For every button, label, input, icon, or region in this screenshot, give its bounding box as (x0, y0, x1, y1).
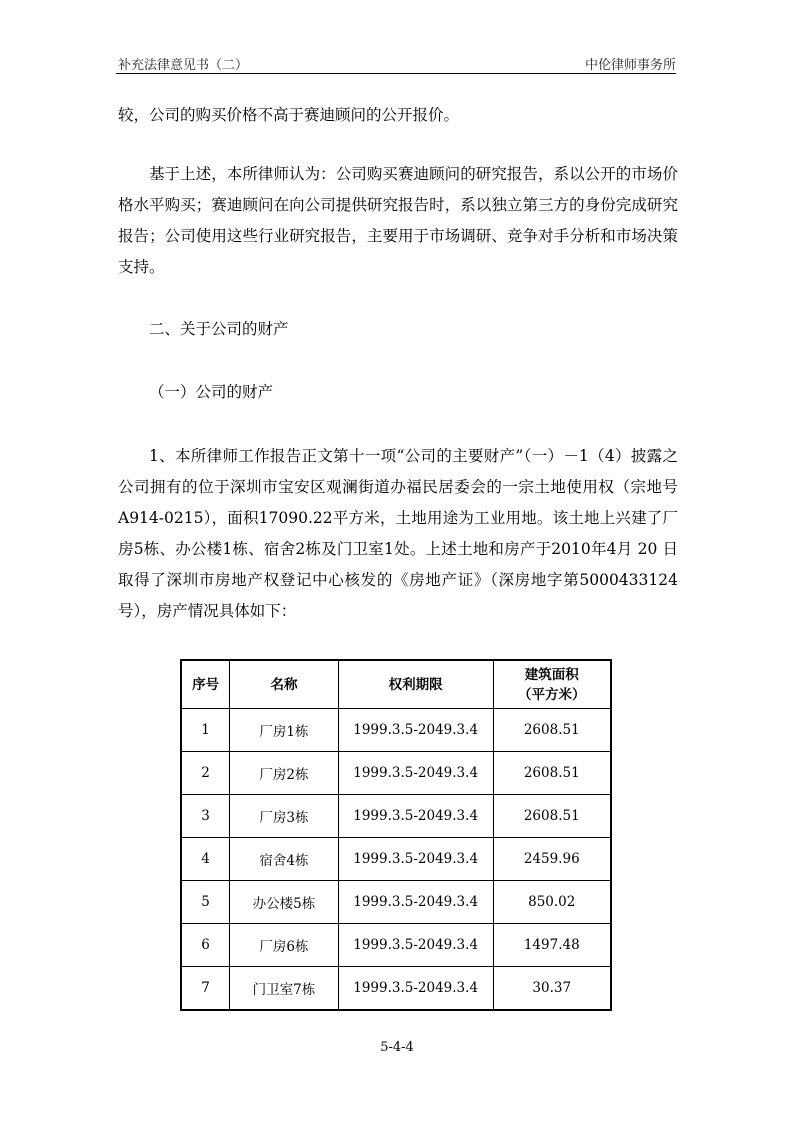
cell-name: 厂房6栋 (230, 924, 339, 967)
paragraph-property-description: 1、本所律师工作报告正文第十一项“公司的主要财产”（一）－1（4）披露之公司拥有的位于深圳市宝安区观澜街道办福民居委会的一宗土地使用权（宗地号A914-0215），面积17090.22平方米，土地用途为工业用地。该土地上兴建了厂房5栋、办公楼1栋、宿舍2栋及门卫室1处。上述土地和房产于2010年4月 20 日取得了深圳市房地产权登记中心核发的《房地产证》（深房地字第5000433124号），房产情况具体如下： (118, 447, 678, 620)
cell-area: 2608.51 (493, 752, 611, 795)
subsection-heading: （一）公司的财产 (149, 383, 274, 401)
cell-no: 5 (181, 881, 230, 924)
table-row (181, 881, 611, 924)
table-row (181, 795, 611, 838)
table-header-row (181, 660, 611, 709)
cell-area: 30.37 (493, 967, 611, 1011)
cell-name: 门卫室7栋 (230, 967, 339, 1011)
table-row (181, 924, 611, 967)
header-cell-term: 权利期限 (338, 660, 493, 709)
cell-no: 1 (181, 709, 230, 752)
table-row (181, 967, 611, 1011)
cell-area: 2608.51 (493, 709, 611, 752)
cell-term: 1999.3.5-2049.3.4 (338, 709, 493, 752)
cell-term: 1999.3.5-2049.3.4 (338, 795, 493, 838)
header-divider (116, 73, 676, 74)
cell-term: 1999.3.5-2049.3.4 (338, 881, 493, 924)
cell-area: 2608.51 (493, 795, 611, 838)
header-cell-no: 序号 (181, 660, 230, 709)
cell-no: 6 (181, 924, 230, 967)
paragraph-continuation: 较，公司的购买价格不高于赛迪顾问的公开报价。 (118, 106, 460, 124)
cell-no: 7 (181, 967, 230, 1011)
cell-no: 3 (181, 795, 230, 838)
header-cell-area-line2: （平方米） (518, 686, 586, 703)
table-row (181, 709, 611, 752)
table-row (181, 838, 611, 881)
cell-area: 850.02 (493, 881, 611, 924)
cell-term: 1999.3.5-2049.3.4 (338, 752, 493, 795)
cell-area: 1497.48 (493, 924, 611, 967)
section-heading: 二、关于公司的财产 (149, 320, 289, 338)
paragraph-conclusion: 基于上述，本所律师认为：公司购买赛迪顾问的研究报告，系以公开的市场价格水平购买；赛迪顾问在向公司提供研究报告时，系以独立第三方的身份完成研究报告；公司使用这些行业研究报告，主要用于市场调研、竞争对手分析和市场决策支持。 (118, 165, 678, 276)
property-table (180, 659, 612, 1011)
cell-name: 厂房3栋 (230, 795, 339, 838)
header-document-title: 补充法律意见书（二） (118, 58, 249, 73)
cell-name: 厂房1栋 (230, 709, 339, 752)
cell-name: 厂房2栋 (230, 752, 339, 795)
page-number: 5-4-4 (380, 1040, 414, 1055)
header-firm-name: 中伦律师事务所 (584, 58, 676, 73)
header-cell-area (493, 660, 611, 709)
cell-name: 宿舍4栋 (230, 838, 339, 881)
header-cell-name: 名称 (230, 660, 339, 709)
cell-term: 1999.3.5-2049.3.4 (338, 838, 493, 881)
cell-term: 1999.3.5-2049.3.4 (338, 967, 493, 1011)
table-row (181, 752, 611, 795)
cell-no: 2 (181, 752, 230, 795)
cell-area: 2459.96 (493, 838, 611, 881)
cell-name: 办公楼5栋 (230, 881, 339, 924)
header-cell-area-line1: 建筑面积 (524, 666, 579, 683)
cell-no: 4 (181, 838, 230, 881)
cell-term: 1999.3.5-2049.3.4 (338, 924, 493, 967)
